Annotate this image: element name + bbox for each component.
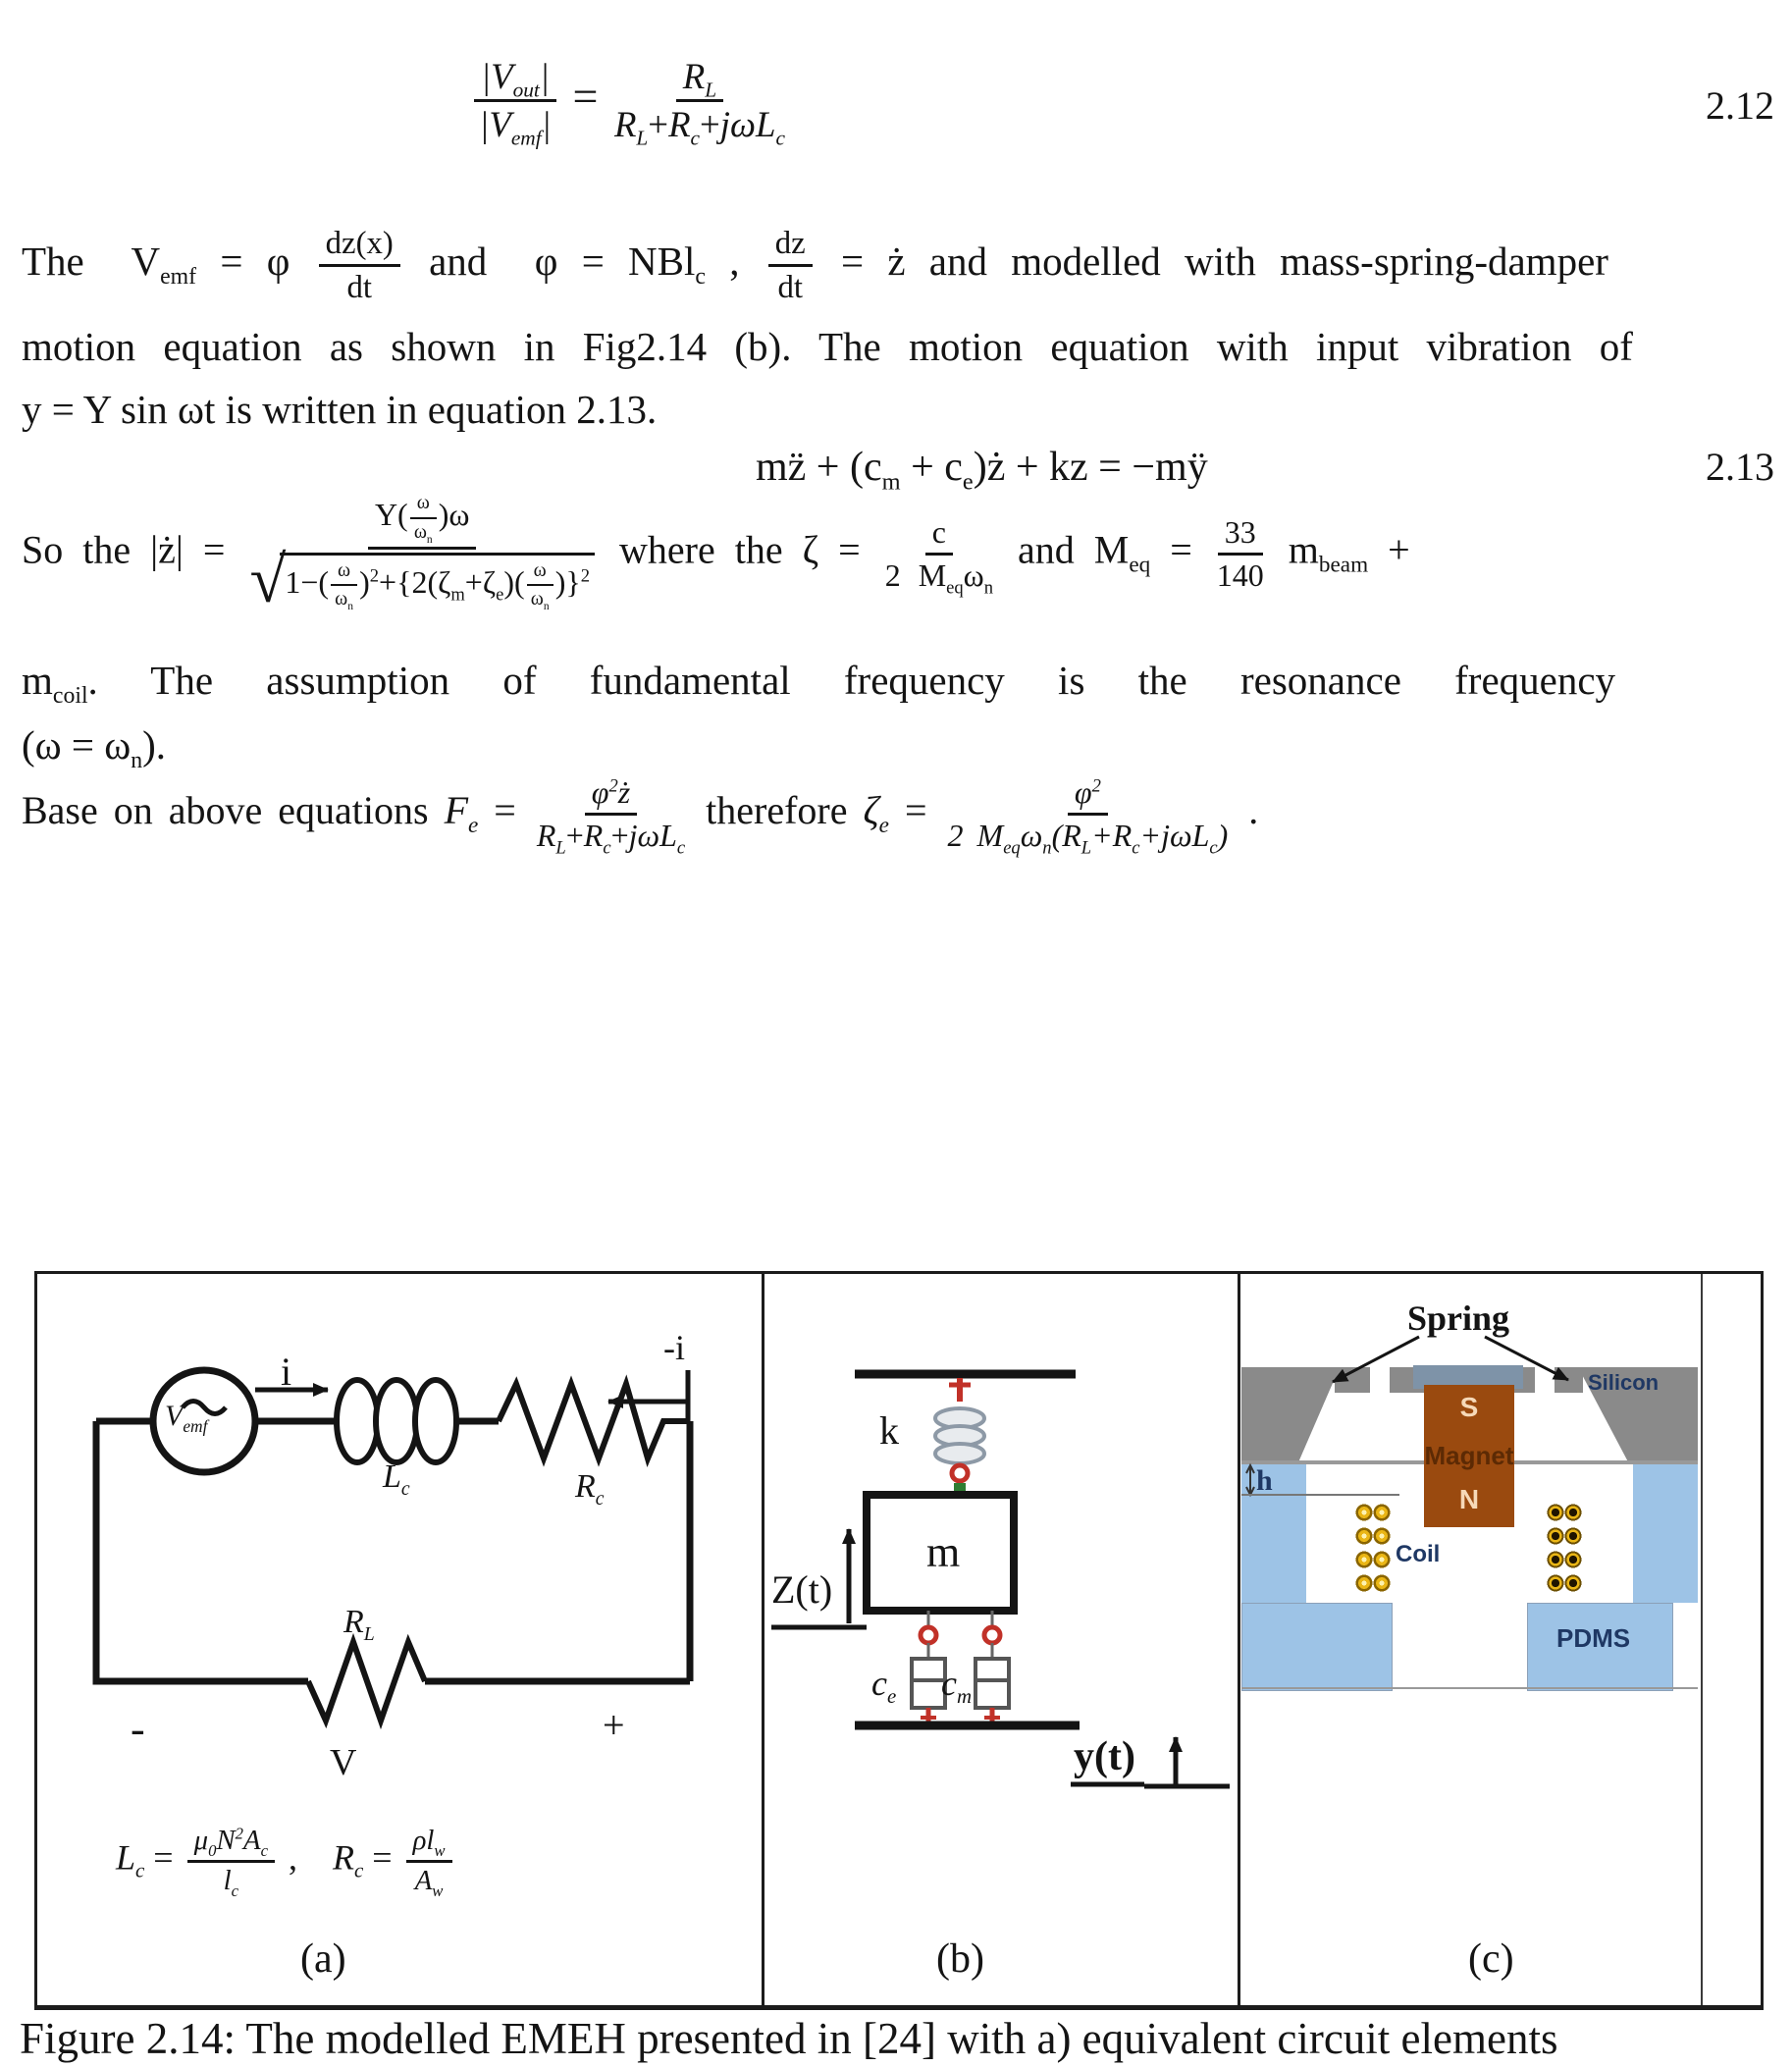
omega-line: $(\omega = \omega_n)$. [22, 722, 167, 774]
plus-terminal-label: + [603, 1703, 625, 1747]
equation-2-12-number: 2.12 [1706, 83, 1774, 128]
panel-b-label: (b) [936, 1936, 984, 1982]
neg-current-label: -i [663, 1328, 685, 1367]
figure-caption: Figure 2.14: The modelled EMEH presented in [24] with a) equivalent circuit elements [20, 2014, 1558, 2063]
load-resistance-label: $R_L$ [343, 1604, 375, 1645]
mechanical-damping-label: $c_m$ [941, 1664, 973, 1709]
spring-constant-label: k [879, 1408, 899, 1453]
pdms-label: PDMS [1556, 1623, 1631, 1653]
magnet-north-label: N [1458, 1484, 1480, 1514]
spring-pointer-arrows [1333, 1337, 1568, 1382]
equation-2-12: $\frac{|V_{out}|}{|V_{emf}|}$ = $\frac{R_L}{R_L+R_c+j\omega L_c}$ [469, 57, 790, 145]
mass-spring-damper-diagram [771, 1374, 1230, 1786]
paragraph-line-2: motion equation as shown in Fig2.14 (b). The motion equation with input vibration of [22, 324, 1633, 369]
y-excitation-label: y(t) [1074, 1734, 1135, 1779]
coil-resistance-label: $R_c$ [575, 1468, 605, 1510]
fe-zeta-line: Base on above equations $F_e$ = $\frac{\varphi^2ż}{R_L+R_c+j\omega L_c}$ therefore $\zeta_e$ = $\frac{\varphi^2}{2 M_{eq}\omega_n(R_L+R_c+j\omega L_c)}$ . [22, 774, 1259, 859]
spring-label: Spring [1407, 1298, 1510, 1338]
paragraph-line-3: y = Y sin ωt is written in equation 2.13. [22, 387, 658, 432]
mass-label: m [926, 1528, 961, 1576]
equation-2-13-number: 2.13 [1706, 445, 1774, 489]
mcoil-line: $m_{coil}$. The assumption of fundamental frequency is the resonance frequency [22, 658, 1616, 710]
inductance-resistance-formula: $L_c$ = $\frac{\mu_0N^2A_c}{l_c}$ , $R_c$ = $\frac{\rho l_w}{A_w}$ [116, 1826, 457, 1896]
magnet-south-label: S [1459, 1392, 1479, 1422]
voltage-label: V [330, 1742, 357, 1783]
current-label: i [281, 1350, 292, 1394]
vemf-source-label: $V_{emf}$ [165, 1400, 208, 1436]
gap-height-label: h [1256, 1464, 1273, 1497]
electrical-damping-label: $c_e$ [871, 1664, 897, 1709]
damper-mechanical [975, 1611, 1009, 1725]
damper-electrical [912, 1611, 945, 1725]
equation-2-13: mz̈ + ($c_m$ + $c_e)ż$ + kz = −mÿ [756, 445, 1208, 496]
inductor-label: $L_c$ [383, 1458, 410, 1500]
magnet-label: Magnet [1424, 1441, 1514, 1470]
coil-label: Coil [1396, 1541, 1441, 1567]
panel-c-label: (c) [1468, 1936, 1514, 1982]
paragraph-line-1: The $V_{emf} = \varphi$ $\frac{dz(x)}{dt}$ and φ = NBl$_c$ , $\frac{dz}{dt}$ = ż and modelled with mass-spring-damper [22, 226, 1608, 306]
panel-a-label: (a) [300, 1936, 346, 1982]
zdot-magnitude-line: So the |ż| = Y( $\frac{\omega}{\omega_n}$ )ω √ 1−( $\frac{\omega}{\omega_n}$ )$^2+\{2(\zeta_m+\zeta_e)$( $\frac{\omega}{\omega_n}$ )}$^2$ where the ζ = $\frac{c}{2 M_{eq}\omega_n}$ and $M_{eq}$ = $\frac{33}{140}$ $m_{beam}$ + [22, 492, 1410, 616]
silicon-label: Silicon [1588, 1370, 1660, 1395]
z-displacement-label: Z(t) [771, 1567, 833, 1612]
figure-2-14 [34, 1271, 1764, 2010]
minus-terminal-label: - [131, 1705, 145, 1753]
